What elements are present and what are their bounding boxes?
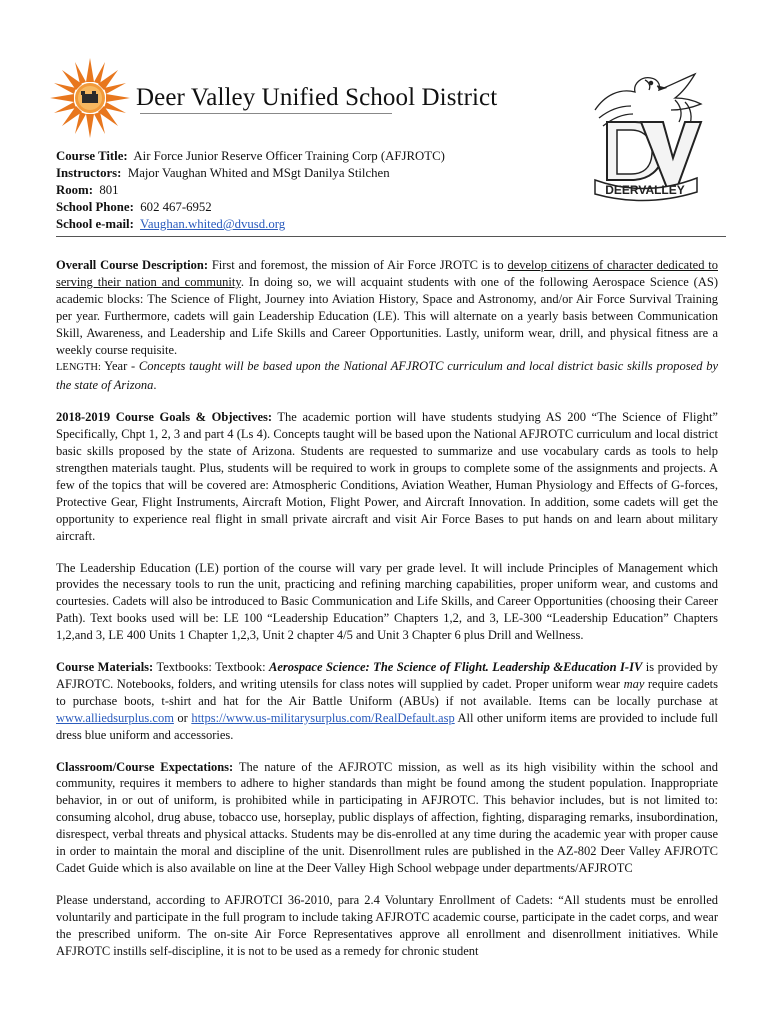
section-divider [56, 236, 726, 237]
room-label: Room: [56, 183, 93, 197]
room-row [56, 182, 445, 199]
email-label: School e-mail: [56, 217, 134, 231]
phone-value: 602 467-6952 [140, 200, 212, 214]
military-surplus-link[interactable]: https://www.us-militarysurplus.com/RealDefault.asp [191, 710, 455, 725]
materials-heading: Course Materials: [56, 660, 154, 675]
materials-end: All other uniform items are provided to include full dress blue uniform and accessories. [56, 710, 718, 742]
goals-paragraph [56, 409, 718, 544]
length-paragraph [56, 358, 718, 394]
instructors-row [56, 165, 445, 182]
expectations-paragraph [56, 759, 718, 877]
materials-paragraph [56, 659, 718, 744]
email-row [56, 216, 445, 233]
instructors-label: Instructors: [56, 166, 122, 180]
overall-heading: Overall Course Description: [56, 258, 209, 272]
materials-mid1: is provided by AFJROTC. Notebooks, folders, and writing utensils for class notes will supplied by cadet. Proper uniform wear [56, 660, 718, 691]
goals-text: The academic portion will have students studying AS 200 “The Science of Flight” Specifically, Chpt 1, 2, 3 and part 4 (Ls 4). Concepts taught will be based upon the National AFJROTC curriculum and local district basic skills proposed by the state of Arizona. Students are requested to summarize and use vocabulary cards as tools to help strengthen materials taught. Plus, students will be required to work in groups to complete some of the assignments and projects. A few of the topics that will be covered are: Atmospheric Conditions, Aviation Weather, Human Physiology and Effects of G-forces, Protective Gear, Flight Instruments, Aircraft Motion, Flight Power, and Aircraft Innovation. In addition, some cadets will get the opportunity to experience real flight in small private aircraft and visit Air Force Bases to put hands on and learn about military aircraft. [56, 410, 718, 543]
course-title-row [56, 148, 445, 165]
enrollment-paragraph: Please understand, according to AFJROTCI 36-2010, para 2.4 Voluntary Enrollment of Cadets: “All students must be enrolled voluntarily and participate in the full program to include taking AFJROTC academic course, participate in the cadet corps, and wear the prescribed uniform. The on-site Air Force Representatives approve all enrollment and disenrollment initiatives. While AFJROTC instills self-discipline, it is not to be used as a remedy for chronic student [56, 892, 718, 958]
district-name-underline [140, 113, 392, 114]
course-info [56, 148, 445, 233]
phone-row [56, 199, 445, 216]
goals-heading: 2018-2019 Course Goals & Objectives: [56, 410, 273, 425]
course-title-label: Course Title: [56, 149, 128, 163]
allied-surplus-link[interactable]: www.alliedsurplus.com [56, 710, 174, 725]
deer-valley-eagle-emblem-icon [585, 70, 705, 202]
overall-rest: . In doing so, we will acquaint students with one of the following Aerospace Science (AS) academic blocks: The Science of Flight, Journey into Aviation History, Space and Astronomy, and/or Air Force Survival Training per year. Furthermore, cadets will gain Leadership Education (LE). This will alternate on a yearly basis between Communication Skill, Awareness, and Leadership and Life Skills and Career Opportunities. Lastly, uniform wear, drill, and physical fitness are a weekly course requisite. [56, 274, 718, 357]
length-end: . [153, 378, 157, 393]
materials-may: may [623, 676, 645, 691]
district-sun-logo-icon [48, 56, 132, 140]
room-value: 801 [99, 183, 119, 197]
materials-book-title: Aerospace Science: The Science of Flight. Leadership &Education I-IV [269, 660, 643, 675]
emblem-text: DEERVALLEY [605, 183, 685, 197]
overall-intro: First and foremost, the mission of Air Force JROTC is to [208, 258, 508, 272]
district-name: Deer Valley Unified School District [136, 84, 498, 111]
length-label: LENGTH: [56, 362, 101, 374]
instructors-value: Major Vaughan Whited and MSgt Danilya Stilchen [127, 166, 390, 180]
overall-underlined: develop citizens of character dedicated to serving their nation and community [56, 258, 718, 289]
materials-or: or [173, 710, 192, 725]
overall-description-paragraph [56, 257, 718, 358]
materials-mid2: require cadets to purchase boots, t-shirt and hat for the Air Battle Uniform (ABUs) if not available. Items can be locally purchase at [56, 676, 718, 708]
leadership-paragraph: The Leadership Education (LE) portion of the course will vary per grade level. It will include Principles of Management which provides the necessary tools to run the unit, practicing and refining marching capabilities, proper uniform wear, and customs and courtesies. Cadets will also be introduced to Basic Communication and Life Skills, and Career Opportunities (choosing their Career Path). Text books used will be: LE 100 “Leadership Education” Chapters 1,2, and 3, LE-300 “Leadership Education” Chapters 1,2,and 3, LE 400 Units 1 Chapter 1,2,3, Unit 2 chapter 4/5 and Unit 3 Chapter 6 plus Drill and Wellness. [56, 560, 718, 643]
phone-label: School Phone: [56, 200, 134, 214]
materials-pre: Textbooks: Textbook: [153, 660, 270, 675]
length-value: Year - [100, 359, 139, 374]
length-italic: Concepts taught will be based upon the National AFJROTC curriculum and local district basic skills proposed by the state of Arizona [56, 359, 718, 393]
course-title-value: Air Force Junior Reserve Officer Training Corp (AFJROTC) [133, 149, 445, 163]
expectations-text: The nature of the AFJROTC mission, as well as its high visibility within the school and community, requires it members to adhere to higher standards than might be found among the student population. Inappropriate behavior, in or out of uniform, is prohibited while in participating in AFJROTC. This behavior includes, but is not limited to: consuming alcohol, drug abuse, tobacco use, horseplay, public displays of affection, fighting, disparaging remarks, insubordination, disrespect, verbal threats and physical attacks. Students may be dis-enrolled at any time during the academic year with proper cause in order to maintain the moral and discipline of the unit. Disenrollment rules are published in the AZ-802 Deer Valley AFJROTC Cadet Guide which is also available on line at the Deer Valley High School webpage under departments/AFJROTC [56, 759, 718, 875]
expectations-heading: Classroom/Course Expectations: [56, 759, 234, 774]
email-link[interactable]: Vaughan.whited@dvusd.org [140, 217, 286, 231]
document-body [56, 257, 718, 975]
